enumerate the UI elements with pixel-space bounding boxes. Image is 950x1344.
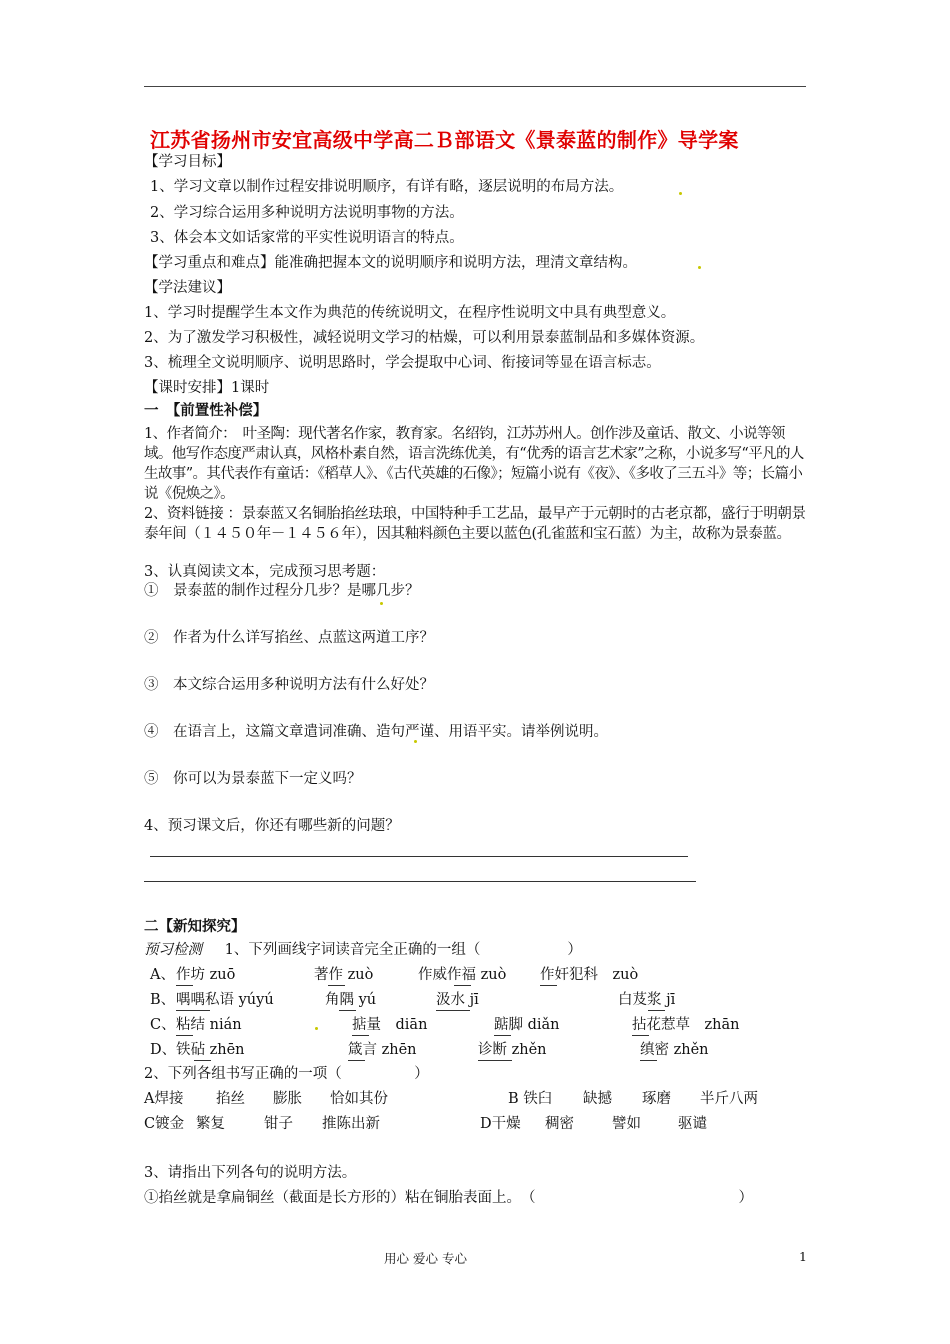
page-number: 1 (799, 1249, 807, 1264)
pinyin-item: 作坊 zuō (176, 967, 236, 983)
spelling-item: 掐丝 (216, 1091, 245, 1107)
footer-text: 用心 爱心 专心 (384, 1251, 467, 1266)
scan-speck (414, 740, 417, 743)
pinyin-item: 汲水 jī (436, 992, 479, 1008)
spelling-item: 譬如 (612, 1116, 641, 1132)
new-question: 4、预习课文后，你还有哪些新的问题？ (144, 818, 400, 834)
spelling-item: 稠密 (545, 1116, 574, 1132)
scan-speck (380, 602, 383, 605)
underline (176, 1010, 210, 1011)
question-item: ④ 在语言上，这篇文章遣词准确、造句严谨、用语平实。请举例说明。 (144, 724, 608, 740)
goals-heading: 【学习目标】 (144, 154, 231, 170)
goal-item: 2、学习综合运用多种说明方法说明事物的方法。 (150, 205, 464, 221)
spelling-item: A焊接 (144, 1091, 184, 1107)
method-item: 2、为了激发学习积极性，减轻说明文学习的枯燥，可以利用景泰蓝制品和多媒体资源。 (144, 330, 705, 346)
question-item: ① 景泰蓝的制作过程分几步？是哪几步？ (144, 583, 420, 599)
q3-text: 3、请指出下列各句的说明方法。 (144, 1165, 357, 1181)
spelling-item: 缺撼 (583, 1091, 612, 1107)
underline (640, 1060, 657, 1061)
pinyin-item: 作威作福 zuò (418, 967, 507, 983)
pinyin-item: 著作 zuò (314, 967, 374, 983)
underline (494, 1035, 511, 1036)
scan-speck (679, 192, 682, 195)
pinyin-item: 喁喁私语 yúyú (176, 992, 274, 1008)
goal-item: 1、学习文章以制作过程安排说明顺序，有详有略，逐层说明的布局方法。 (150, 179, 624, 195)
underline (339, 1010, 356, 1011)
underline (328, 985, 345, 986)
goal-item: 3、体会本文如话家常的平实性说明语言的特点。 (150, 230, 464, 246)
underline (454, 985, 471, 986)
underline (176, 1035, 193, 1036)
pinyin-item: 掂量 diān (352, 1017, 428, 1033)
underline (648, 1010, 665, 1011)
q2-text: 2、下列各组书写正确的一项（ ） (144, 1066, 429, 1082)
pinyin-item: 缜密 zhěn (640, 1042, 709, 1058)
answer-line (150, 856, 688, 857)
read-intro: 3、认真阅读文本，完成预习思考题： (144, 564, 386, 580)
spelling-item: 恰如其份 (330, 1091, 388, 1107)
spelling-item: 半斤八两 (700, 1091, 758, 1107)
method-item: 3、梳理全文说明顺序、说明思路时，学会提取中心词、衔接词等显在语言标志。 (144, 355, 661, 371)
underline (352, 1035, 369, 1036)
option-label: A、 (150, 967, 175, 983)
pinyin-item: 角隅 yú (325, 992, 377, 1008)
method-item: 1、学习时提醒学生本文作为典范的传统说明文，在程序性说明文中具有典型意义。 (144, 305, 676, 321)
key-points: 【学习重点和难点】能准确把握本文的说明顺序和说明方法，理清文章结构。 (144, 255, 637, 271)
spelling-item: C镀金 (144, 1116, 185, 1132)
pinyin-item: 踮脚 diǎn (494, 1017, 560, 1033)
spelling-item: B 铁臼 (508, 1091, 553, 1107)
underline (176, 985, 193, 986)
pinyin-item: 箴言 zhēn (348, 1042, 417, 1058)
resource-link: 2、资料链接 ：景泰蓝又名铜胎掐丝珐琅，中国特种手工艺品，最早产于元朝时的古老京都，盛行于明朝景泰年间（１４５０年－１４５６年），因其釉料颜色主要以蓝色(孔雀蓝和宝石蓝）为主，故称为景泰蓝。 (144, 506, 806, 542)
section2-heading: 二【新知探究】 (144, 918, 246, 935)
section1-heading: 一 【前置性补偿】 (144, 402, 268, 419)
method-heading: 【学法建议】 (144, 280, 231, 296)
option-label: C、 (150, 1017, 176, 1033)
question-item: ② 作者为什么详写掐丝、点蓝这两道工序？ (144, 630, 434, 646)
pinyin-item: 白芨浆 jī (618, 992, 676, 1008)
spelling-item: 驱谴 (678, 1116, 707, 1132)
option-label: D、 (150, 1042, 177, 1058)
schedule: 【课时安排】1课时 (144, 380, 270, 396)
pinyin-item: 作奸犯科 zuò (540, 967, 639, 983)
underline (540, 985, 557, 986)
underline (194, 1060, 211, 1061)
underline (478, 1060, 512, 1061)
q3-item: ①掐丝就是拿扁铜丝（截面是长方形的）粘在铜胎表面上。 （ ） (144, 1190, 753, 1206)
spelling-item: 推陈出新 (322, 1116, 380, 1132)
question-item: ③ 本文综合运用多种说明方法有什么好处？ (144, 677, 434, 693)
header-rule (144, 86, 806, 87)
option-label: B、 (150, 992, 176, 1008)
underline (436, 1010, 470, 1011)
spelling-item: D干燥 (480, 1116, 521, 1132)
q1-text: 1、下列画线字词读音完全正确的一组（ ） (224, 942, 582, 958)
underline (348, 1060, 365, 1061)
page-title: 江苏省扬州市安宜高级中学高二Ｂ部语文《景泰蓝的制作》导学案 (150, 128, 739, 152)
spelling-item: 繁复 (196, 1116, 225, 1132)
question-item: ⑤ 你可以为景泰蓝下一定义吗？ (144, 771, 362, 787)
scan-speck (315, 1027, 318, 1030)
spelling-item: 膨胀 (273, 1091, 302, 1107)
underline (632, 1035, 649, 1036)
answer-line (144, 881, 696, 882)
author-intro: 1、作者简介： 叶圣陶：现代著名作家，教育家。名绍钧，江苏苏州人。创作涉及童话、散文、小说等领域。他写作态度严肃认真，风格朴素自然，语言洗练优美，有“优秀的语言艺术家”之称，小说多写“平凡的人生故事”。其代表作有童话：《稻草人》、《古代英雄的石像》；短篇小说有《夜》、《多收了三五斗》等；长篇小说《倪焕之》。 (144, 426, 804, 502)
pinyin-item: 粘结 nián (176, 1017, 242, 1033)
scan-speck (698, 266, 701, 269)
spelling-item: 钳子 (264, 1116, 293, 1132)
pinyin-item: 拈花惹草 zhān (632, 1017, 740, 1033)
pinyin-item: 诊断 zhěn (478, 1042, 547, 1058)
check-label: 预习检测 (144, 942, 202, 958)
spelling-item: 琢磨 (642, 1091, 671, 1107)
pinyin-item: 铁砧 zhēn (176, 1042, 245, 1058)
